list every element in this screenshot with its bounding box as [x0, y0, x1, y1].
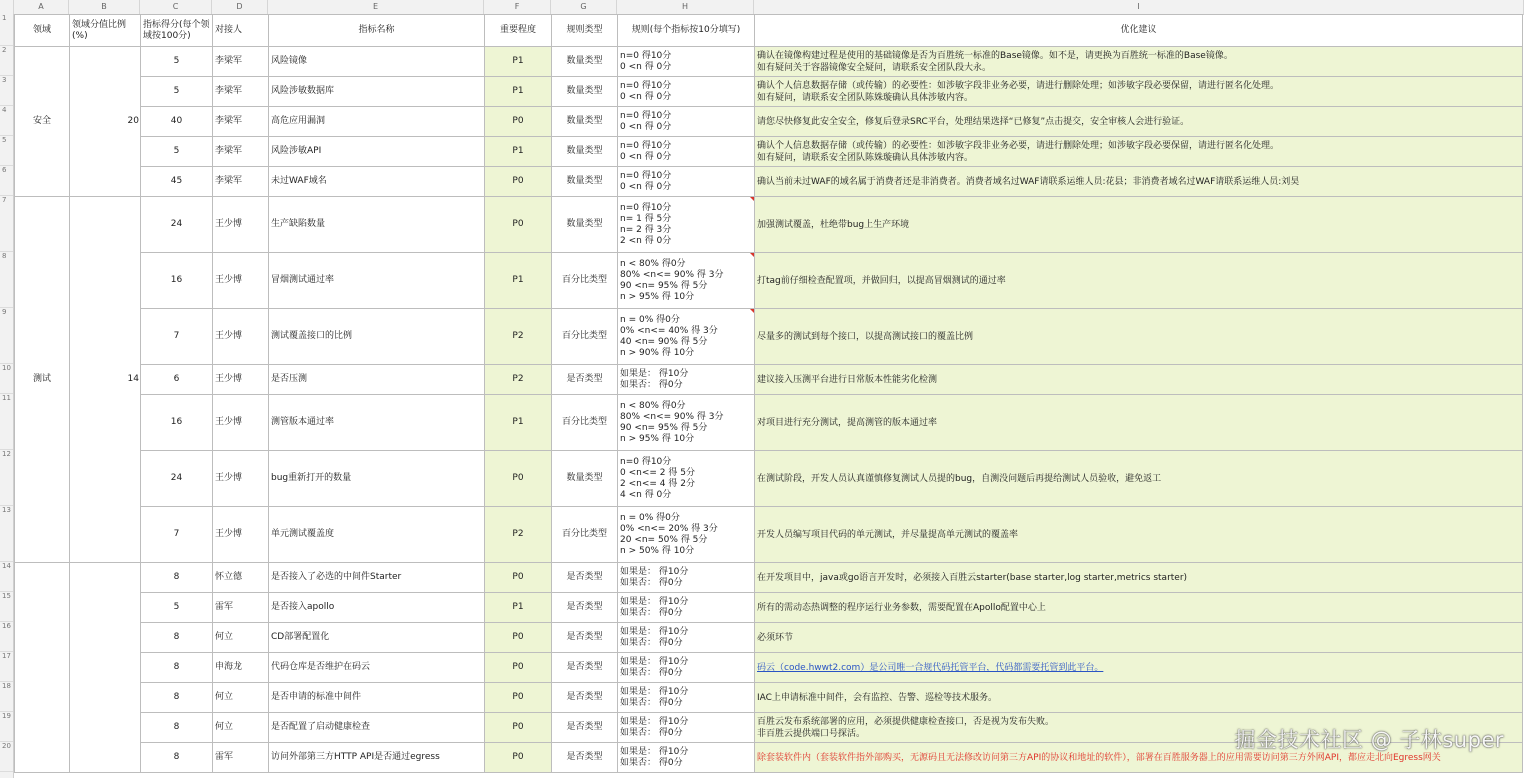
rule-line: n < 80% 得0分	[620, 258, 686, 269]
importance-cell[interactable]: P2	[485, 507, 552, 563]
table-row	[15, 451, 1523, 507]
rule-line: 40 <n= 90% 得 5分	[620, 336, 708, 347]
rule-line: 如果否： 得0分	[620, 607, 683, 618]
rule-line: 如果否： 得0分	[620, 727, 683, 738]
row-number[interactable]: 4	[0, 106, 13, 136]
row-number[interactable]: 17	[0, 652, 13, 682]
rule-line: 4 <n 得 0分	[620, 489, 672, 500]
suggestion-line[interactable]: 码云（code.hwwt2.com）是公司唯一合规代码托管平台，代码都需要托管到此平台。	[757, 662, 1104, 673]
rule-type-cell[interactable]: 是否类型	[552, 743, 618, 773]
column-letter-c[interactable]: C	[140, 0, 212, 14]
table-row	[15, 197, 1523, 253]
rule-type-cell[interactable]: 百分比类型	[552, 253, 618, 309]
row-number[interactable]: 7	[0, 196, 13, 252]
importance-cell[interactable]: P1	[485, 253, 552, 309]
rule-type-cell[interactable]: 百分比类型	[552, 309, 618, 365]
rule-line: n=0 得10分	[620, 80, 672, 91]
column-header-bar	[0, 0, 1524, 15]
rule-type-cell[interactable]: 数量类型	[552, 451, 618, 507]
score-cell[interactable]: 16	[141, 253, 213, 309]
rule-cell[interactable]	[618, 47, 755, 77]
table-row	[15, 563, 1523, 593]
importance-cell[interactable]: P1	[485, 395, 552, 451]
column-letter-b[interactable]: B	[69, 0, 140, 14]
rule-cell[interactable]	[618, 365, 755, 395]
importance-cell[interactable]: P2	[485, 365, 552, 395]
table-row	[15, 653, 1523, 683]
header-rule-type[interactable]: 规则类型	[552, 15, 618, 47]
rule-line: 0 <n 得 0分	[620, 121, 672, 132]
rule-type-cell[interactable]: 数量类型	[552, 107, 618, 137]
suggestion-line: 尽量多的测试到每个接口，以提高测试接口的覆盖比例	[757, 331, 974, 342]
suggestion-line: 除套装软件内（套装软件指外部购买，无源码且无法修改访问第三方API的协议和地址的软件），部署在百胜服务器上的应用需要访问第三方外网API，都应走北向Egress网关	[757, 752, 1441, 763]
importance-cell[interactable]: P0	[485, 743, 552, 773]
importance-cell[interactable]: P0	[485, 107, 552, 137]
rule-type-cell[interactable]: 是否类型	[552, 623, 618, 653]
importance-cell[interactable]: P0	[485, 653, 552, 683]
rule-line: 如果是： 得10分	[620, 656, 689, 667]
suggestion-cell[interactable]	[755, 451, 1523, 507]
header-domain[interactable]: 领域	[15, 15, 70, 47]
table-row	[15, 623, 1523, 653]
row-number[interactable]: 8	[0, 252, 13, 308]
rule-type-cell[interactable]: 数量类型	[552, 47, 618, 77]
rule-line: n=0 得10分	[620, 50, 672, 61]
owner-cell[interactable]: 李梁军	[213, 107, 269, 137]
header-rule[interactable]: 规则(每个指标按10分填写)	[618, 15, 755, 47]
indicator-name-cell[interactable]: 测试覆盖接口的比例	[269, 309, 485, 365]
row-number[interactable]: 10	[0, 364, 13, 394]
rule-cell[interactable]	[618, 743, 755, 773]
rule-line: n > 95% 得 10分	[620, 433, 695, 444]
suggestion-cell[interactable]	[755, 623, 1523, 653]
row-number[interactable]: 15	[0, 592, 13, 622]
suggestion-line: 所有的需动态热调整的程序运行业务参数，需要配置在Apollo配置中心上	[757, 602, 1046, 613]
owner-cell[interactable]: 李梁军	[213, 47, 269, 77]
suggestion-line: 确认个人信息数据存储（或传输）的必要性：如涉敏字段非业务必要，请进行删除处理；如涉敏字段必要保留，请进行匿名化处理。	[757, 140, 1280, 151]
row-number[interactable]: 11	[0, 394, 13, 450]
rule-cell[interactable]	[618, 107, 755, 137]
rule-line: 80% <n<= 90% 得 3分	[620, 411, 724, 422]
rule-line: 如果否： 得0分	[620, 577, 683, 588]
rule-line: n=0 得10分	[620, 456, 672, 467]
owner-cell[interactable]: 李梁军	[213, 77, 269, 107]
table-row	[15, 593, 1523, 623]
suggestion-cell[interactable]	[755, 167, 1523, 197]
owner-cell[interactable]: 王少博	[213, 451, 269, 507]
owner-cell[interactable]: 何立	[213, 713, 269, 743]
rule-line: 2 <n 得 0分	[620, 235, 672, 246]
indicator-name-cell[interactable]: 生产缺陷数量	[269, 197, 485, 253]
owner-cell[interactable]: 申海龙	[213, 653, 269, 683]
rule-line: 如果是： 得10分	[620, 746, 689, 757]
domain-ratio-cell[interactable]: 14	[70, 197, 141, 563]
rule-type-cell[interactable]: 是否类型	[552, 653, 618, 683]
importance-cell[interactable]: P2	[485, 309, 552, 365]
table-row	[15, 507, 1523, 563]
row-number[interactable]: 9	[0, 308, 13, 364]
suggestion-line: 必须环节	[757, 632, 794, 643]
suggestion-line: 非百胜云提供端口号探活。	[757, 728, 866, 739]
spreadsheet-grid	[14, 14, 1523, 773]
suggestion-cell[interactable]	[755, 197, 1523, 253]
header-suggestion[interactable]: 优化建议	[755, 15, 1523, 47]
score-cell[interactable]: 8	[141, 623, 213, 653]
indicator-name-cell[interactable]: 测管版本通过率	[269, 395, 485, 451]
table-row	[15, 683, 1523, 713]
importance-cell[interactable]: P1	[485, 77, 552, 107]
importance-cell[interactable]: P1	[485, 47, 552, 77]
indicator-name-cell[interactable]: 访问外部第三方HTTP API是否通过egress	[269, 743, 485, 773]
rule-cell[interactable]	[618, 77, 755, 107]
rule-type-cell[interactable]: 是否类型	[552, 365, 618, 395]
indicator-name-cell[interactable]: 是否接入apollo	[269, 593, 485, 623]
score-cell[interactable]: 24	[141, 451, 213, 507]
suggestion-line: 在开发项目中，java或go语言开发时，必须接入百胜云starter(base starter,log starter,metrics starter)	[757, 572, 1188, 583]
rule-line: 如果是： 得10分	[620, 716, 689, 727]
score-cell[interactable]: 5	[141, 593, 213, 623]
rule-line: 如果否： 得0分	[620, 697, 683, 708]
suggestion-line: 请您尽快修复此安全安全，修复后登录SRC平台，处理结果选择“已修复”点击提交，安全审核人会进行验证。	[757, 116, 1190, 127]
comment-marker-icon[interactable]	[750, 309, 754, 313]
rule-line: 如果是： 得10分	[620, 368, 689, 379]
owner-cell[interactable]: 怀立德	[213, 563, 269, 593]
rule-cell[interactable]	[618, 309, 755, 365]
rule-cell[interactable]	[618, 395, 755, 451]
rule-line: 0 <n 得 0分	[620, 151, 672, 162]
domain-cell[interactable]	[15, 563, 70, 773]
column-letter-e[interactable]: E	[268, 0, 484, 14]
rule-line: 如果是： 得10分	[620, 596, 689, 607]
rule-type-cell[interactable]: 是否类型	[552, 713, 618, 743]
rule-cell[interactable]	[618, 197, 755, 253]
indicator-name-cell[interactable]: 风险涉敏API	[269, 137, 485, 167]
table-row	[15, 167, 1523, 197]
indicator-name-cell[interactable]: 是否申请的标准中间件	[269, 683, 485, 713]
owner-cell[interactable]: 雷军	[213, 743, 269, 773]
score-cell[interactable]: 16	[141, 395, 213, 451]
indicator-name-cell[interactable]: 高危应用漏洞	[269, 107, 485, 137]
domain-cell[interactable]: 安全	[15, 47, 70, 197]
score-cell[interactable]: 8	[141, 653, 213, 683]
rule-line: 如果是： 得10分	[620, 626, 689, 637]
owner-cell[interactable]: 何立	[213, 683, 269, 713]
suggestion-cell[interactable]	[755, 77, 1523, 107]
watermark: 掘金技术社区 @ 子林super	[1234, 728, 1504, 752]
score-cell[interactable]: 6	[141, 365, 213, 395]
owner-cell[interactable]: 王少博	[213, 253, 269, 309]
rule-line: n=0 得10分	[620, 110, 672, 121]
header-indicator-name[interactable]: 指标名称	[269, 15, 485, 47]
rule-line: 90 <n= 95% 得 5分	[620, 280, 708, 291]
rule-type-cell[interactable]: 百分比类型	[552, 395, 618, 451]
suggestion-cell[interactable]	[755, 107, 1523, 137]
importance-cell[interactable]: P0	[485, 683, 552, 713]
row-number[interactable]: 3	[0, 76, 13, 106]
row-number[interactable]: 18	[0, 682, 13, 712]
score-cell[interactable]: 8	[141, 743, 213, 773]
column-letter-d[interactable]: D	[212, 0, 268, 14]
rule-line: 0 <n 得 0分	[620, 61, 672, 72]
score-cell[interactable]: 8	[141, 563, 213, 593]
row-number[interactable]: 1	[0, 14, 13, 46]
row-number[interactable]: 14	[0, 562, 13, 592]
domain-cell[interactable]: 测试	[15, 197, 70, 563]
table-row	[15, 47, 1523, 77]
suggestion-line: 打tag前仔细检查配置项，并做回归，以提高冒烟测试的通过率	[757, 275, 1006, 286]
suggestion-cell[interactable]	[755, 593, 1523, 623]
suggestion-cell[interactable]	[755, 365, 1523, 395]
header-row	[15, 15, 1523, 47]
score-cell[interactable]: 24	[141, 197, 213, 253]
rule-line: n > 90% 得 10分	[620, 347, 695, 358]
suggestion-line: 百胜云发布系统部署的应用，必须提供健康检查接口，否是视为发布失败。	[757, 716, 1055, 727]
header-domain-ratio[interactable]: 领域分值比例(%)	[70, 15, 141, 47]
rule-line: 0 <n 得 0分	[620, 91, 672, 102]
suggestion-line: 对项目进行充分测试，提高测管的版本通过率	[757, 417, 938, 428]
suggestion-cell[interactable]	[755, 507, 1523, 563]
rule-type-cell[interactable]: 是否类型	[552, 683, 618, 713]
rule-type-cell[interactable]: 数量类型	[552, 137, 618, 167]
rule-type-cell[interactable]: 数量类型	[552, 167, 618, 197]
score-cell[interactable]: 8	[141, 713, 213, 743]
suggestion-cell[interactable]	[755, 395, 1523, 451]
rule-line: 0% <n<= 20% 得 3分	[620, 523, 718, 534]
rule-type-cell[interactable]: 是否类型	[552, 593, 618, 623]
rule-cell[interactable]	[618, 563, 755, 593]
indicator-name-cell[interactable]: 代码仓库是否维护在码云	[269, 653, 485, 683]
indicator-name-cell[interactable]: bug重新打开的数量	[269, 451, 485, 507]
owner-cell[interactable]: 李梁军	[213, 137, 269, 167]
rule-line: 如果否： 得0分	[620, 667, 683, 678]
suggestion-cell[interactable]	[755, 47, 1523, 77]
rule-line: 0 <n 得 0分	[620, 181, 672, 192]
indicator-name-cell[interactable]: 未过WAF域名	[269, 167, 485, 197]
score-cell[interactable]: 5	[141, 47, 213, 77]
rule-cell[interactable]	[618, 167, 755, 197]
rule-cell[interactable]	[618, 507, 755, 563]
table-row	[15, 137, 1523, 167]
suggestion-line: 确认当前未过WAF的域名属于消费者还是非消费者。消费者域名过WAF请联系运维人员:花县；非消费者域名过WAF请联系运维人员:刘昊	[757, 176, 1300, 187]
column-letter-i[interactable]: I	[754, 0, 1524, 14]
importance-cell[interactable]: P1	[485, 593, 552, 623]
rule-line: 80% <n<= 90% 得 3分	[620, 269, 724, 280]
rule-line: 90 <n= 95% 得 5分	[620, 422, 708, 433]
indicator-name-cell[interactable]: 单元测试覆盖度	[269, 507, 485, 563]
rule-cell[interactable]	[618, 653, 755, 683]
rule-cell[interactable]	[618, 623, 755, 653]
rule-line: n=0 得10分	[620, 140, 672, 151]
rule-line: n= 1 得 5分	[620, 213, 672, 224]
suggestion-line: 开发人员编写项目代码的单元测试，并尽量提高单元测试的覆盖率	[757, 529, 1019, 540]
rule-line: 0% <n<= 40% 得 3分	[620, 325, 718, 336]
indicator-name-cell[interactable]: 冒烟测试通过率	[269, 253, 485, 309]
corner-cell[interactable]	[0, 0, 14, 14]
importance-cell[interactable]: P0	[485, 713, 552, 743]
indicator-name-cell[interactable]: 是否压测	[269, 365, 485, 395]
rule-type-cell[interactable]: 数量类型	[552, 197, 618, 253]
rule-line: n = 0% 得0分	[620, 314, 680, 325]
owner-cell[interactable]: 王少博	[213, 309, 269, 365]
column-letter-f[interactable]: F	[484, 0, 551, 14]
row-number[interactable]: 13	[0, 506, 13, 562]
rule-line: n=0 得10分	[620, 202, 672, 213]
rule-cell[interactable]	[618, 253, 755, 309]
rule-line: 如果否： 得0分	[620, 637, 683, 648]
rule-line: n < 80% 得0分	[620, 400, 686, 411]
owner-cell[interactable]: 雷军	[213, 593, 269, 623]
rule-line: n > 50% 得 10分	[620, 545, 695, 556]
domain-ratio-cell[interactable]	[70, 563, 141, 773]
table-row	[15, 77, 1523, 107]
suggestion-line: 建议接入压测平台进行日常版本性能劣化检测	[757, 374, 938, 385]
score-cell[interactable]: 5	[141, 137, 213, 167]
rule-type-cell[interactable]: 百分比类型	[552, 507, 618, 563]
rule-line: 如果是： 得10分	[620, 566, 689, 577]
domain-ratio-cell[interactable]: 20	[70, 47, 141, 197]
comment-marker-icon[interactable]	[750, 253, 754, 257]
score-cell[interactable]: 7	[141, 309, 213, 365]
rule-cell[interactable]	[618, 137, 755, 167]
importance-cell[interactable]: P0	[485, 563, 552, 593]
header-importance[interactable]: 重要程度	[485, 15, 552, 47]
owner-cell[interactable]: 何立	[213, 623, 269, 653]
suggestion-line: 如有疑问，请联系安全团队陈姝璇确认具体涉敏内容。	[757, 92, 974, 103]
indicator-name-cell[interactable]: 风险镜像	[269, 47, 485, 77]
suggestion-line: 如有疑问关于容器镜像安全疑问，请联系安全团队段大永。	[757, 62, 992, 73]
owner-cell[interactable]: 王少博	[213, 197, 269, 253]
suggestion-cell[interactable]	[755, 309, 1523, 365]
rule-cell[interactable]	[618, 713, 755, 743]
row-header-bar	[0, 14, 14, 778]
owner-cell[interactable]: 李梁军	[213, 167, 269, 197]
column-letter-h[interactable]: H	[617, 0, 754, 14]
table-row	[15, 365, 1523, 395]
importance-cell[interactable]: P0	[485, 167, 552, 197]
row-number[interactable]: 5	[0, 136, 13, 166]
rule-cell[interactable]	[618, 593, 755, 623]
score-cell[interactable]: 7	[141, 507, 213, 563]
rule-line: 如果否： 得0分	[620, 757, 683, 768]
rule-line: 0 <n<= 2 得 5分	[620, 467, 695, 478]
indicator-name-cell[interactable]: 风险涉敏数据库	[269, 77, 485, 107]
suggestion-line: IAC上申请标准中间件，会有监控、告警、巡检等技术服务。	[757, 692, 997, 703]
suggestion-cell[interactable]	[755, 253, 1523, 309]
rule-cell[interactable]	[618, 683, 755, 713]
suggestion-cell[interactable]	[755, 683, 1523, 713]
importance-cell[interactable]: P0	[485, 623, 552, 653]
suggestion-cell[interactable]	[755, 137, 1523, 167]
row-number[interactable]: 6	[0, 166, 13, 196]
indicator-name-cell[interactable]: 是否接入了必选的中间件Starter	[269, 563, 485, 593]
score-cell[interactable]: 40	[141, 107, 213, 137]
indicator-name-cell[interactable]: CD部署配置化	[269, 623, 485, 653]
owner-cell[interactable]: 王少博	[213, 395, 269, 451]
importance-cell[interactable]: P0	[485, 197, 552, 253]
rule-line: 如果是： 得10分	[620, 686, 689, 697]
table-row	[15, 107, 1523, 137]
rule-line: 20 <n= 50% 得 5分	[620, 534, 708, 545]
suggestion-line: 确认在镜像构建过程是使用的基础镜像是否为百胜统一标准的Base镜像。如不是，请更换为百胜统一标准的Base镜像。	[757, 50, 1233, 61]
rule-line: n > 95% 得 10分	[620, 291, 695, 302]
rule-line: n= 2 得 3分	[620, 224, 672, 235]
row-number[interactable]: 19	[0, 712, 13, 742]
suggestion-line: 加强测试覆盖，杜绝带bug上生产环境	[757, 219, 910, 230]
table-row	[15, 309, 1523, 365]
row-number[interactable]: 2	[0, 46, 13, 76]
suggestion-line: 如有疑问，请联系安全团队陈姝璇确认具体涉敏内容。	[757, 152, 974, 163]
column-letter-g[interactable]: G	[551, 0, 617, 14]
rule-line: n=0 得10分	[620, 170, 672, 181]
rule-line: 如果否： 得0分	[620, 379, 683, 390]
owner-cell[interactable]: 王少博	[213, 507, 269, 563]
owner-cell[interactable]: 王少博	[213, 365, 269, 395]
suggestion-line: 在测试阶段，开发人员认真谨慎修复测试人员提的bug，自测没问题后再提给测试人员验收，避免返工	[757, 473, 1162, 484]
rule-cell[interactable]	[618, 451, 755, 507]
rule-line: n = 0% 得0分	[620, 512, 680, 523]
row-number[interactable]: 12	[0, 450, 13, 506]
table-row	[15, 253, 1523, 309]
score-cell[interactable]: 45	[141, 167, 213, 197]
importance-cell[interactable]: P1	[485, 137, 552, 167]
suggestion-cell[interactable]	[755, 653, 1523, 683]
header-owner[interactable]: 对接人	[213, 15, 269, 47]
column-letter-a[interactable]: A	[14, 0, 69, 14]
score-cell[interactable]: 8	[141, 683, 213, 713]
rule-type-cell[interactable]: 是否类型	[552, 563, 618, 593]
rule-type-cell[interactable]: 数量类型	[552, 77, 618, 107]
row-number[interactable]: 16	[0, 622, 13, 652]
table-row	[15, 395, 1523, 451]
header-indicator-score[interactable]: 指标得分(每个领域按100分)	[141, 15, 213, 47]
indicator-name-cell[interactable]: 是否配置了启动健康检查	[269, 713, 485, 743]
score-cell[interactable]: 5	[141, 77, 213, 107]
importance-cell[interactable]: P0	[485, 451, 552, 507]
suggestion-line: 确认个人信息数据存储（或传输）的必要性：如涉敏字段非业务必要，请进行删除处理；如涉敏字段必要保留，请进行匿名化处理。	[757, 80, 1280, 91]
comment-marker-icon[interactable]	[750, 197, 754, 201]
suggestion-cell[interactable]	[755, 563, 1523, 593]
row-number[interactable]: 20	[0, 742, 13, 772]
rule-line: 2 <n<= 4 得 2分	[620, 478, 695, 489]
